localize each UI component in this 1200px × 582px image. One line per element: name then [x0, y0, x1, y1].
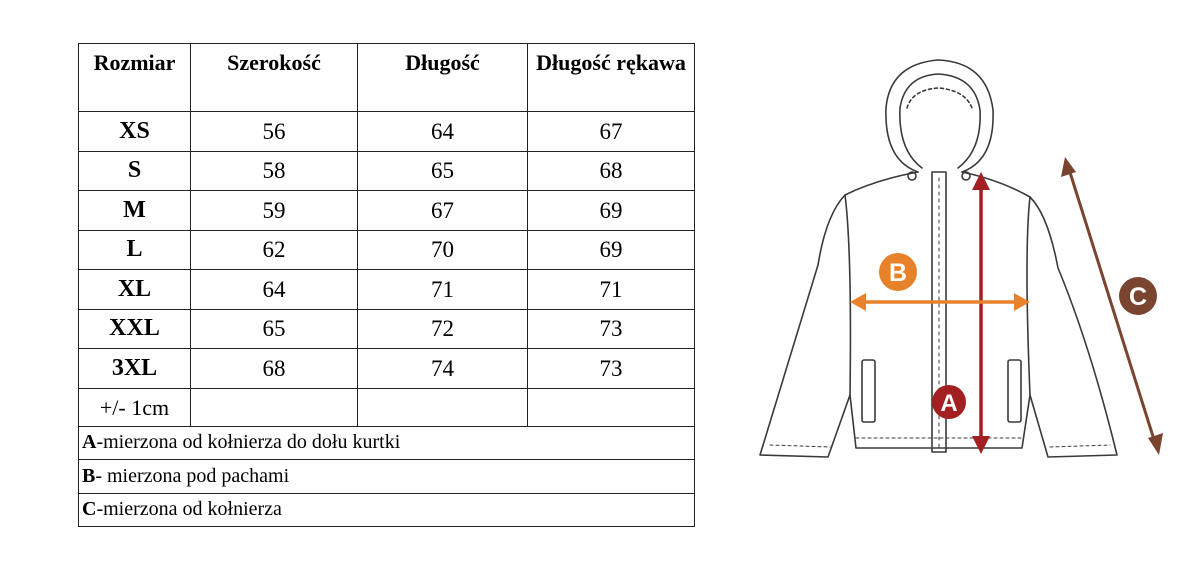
table-row	[79, 230, 695, 270]
table-row	[79, 309, 695, 349]
sleeve-cell: 69	[528, 191, 695, 231]
sleeve-cell: 73	[528, 349, 695, 389]
note-cell	[79, 493, 695, 527]
note-cell	[79, 460, 695, 494]
length-cell: 65	[358, 151, 528, 191]
size-cell: 3XL	[79, 349, 191, 389]
hood-outline	[886, 60, 993, 172]
sleeve-cell: 67	[528, 112, 695, 152]
table-header-row	[79, 44, 695, 112]
badge-a-label: A	[940, 390, 958, 417]
badge-b-label: B	[888, 259, 908, 287]
left-pocket	[862, 360, 875, 422]
table-row	[79, 112, 695, 152]
badge-c	[1119, 277, 1157, 315]
length-cell: 71	[358, 270, 528, 310]
width-cell: 64	[191, 270, 358, 310]
empty-cell	[358, 388, 528, 426]
badge-c-label: C	[1128, 283, 1148, 311]
sleeve-cell: 73	[528, 309, 695, 349]
table-row	[79, 151, 695, 191]
size-cell: L	[79, 230, 191, 270]
length-cell: 64	[358, 112, 528, 152]
size-cell: XS	[79, 112, 191, 152]
width-cell: 58	[191, 151, 358, 191]
length-cell: 74	[358, 349, 528, 389]
length-cell: 72	[358, 309, 528, 349]
note-row-b	[79, 460, 695, 494]
sleeve-cell: 71	[528, 270, 695, 310]
note-text: -mierzona od kołnierza	[96, 498, 282, 521]
length-cell: 67	[358, 191, 528, 231]
header-width: Szerokość	[191, 44, 358, 112]
size-cell: S	[79, 151, 191, 191]
empty-cell	[191, 388, 358, 426]
length-cell: 70	[358, 230, 528, 270]
note-row-c	[79, 493, 695, 527]
size-cell: XXL	[79, 309, 191, 349]
empty-cell	[528, 388, 695, 426]
size-cell: M	[79, 191, 191, 231]
table-row	[79, 349, 695, 389]
badge-b	[879, 253, 917, 291]
tolerance-row	[79, 388, 695, 426]
table-row	[79, 270, 695, 310]
tolerance-cell: +/- 1cm	[79, 388, 191, 426]
table-row	[79, 191, 695, 231]
header-length: Długość	[358, 44, 528, 112]
note-key: C	[82, 498, 97, 521]
size-chart-table	[78, 43, 695, 527]
right-pocket	[1008, 360, 1021, 422]
width-cell: 59	[191, 191, 358, 231]
width-cell: 68	[191, 349, 358, 389]
header-size: Rozmiar	[79, 44, 191, 112]
note-text: - mierzona pod pachami	[95, 464, 290, 487]
note-row-a	[79, 426, 695, 460]
note-key: A	[82, 431, 97, 454]
width-cell: 62	[191, 230, 358, 270]
note-key: B	[82, 464, 96, 487]
width-cell: 65	[191, 309, 358, 349]
sleeve-cell: 68	[528, 151, 695, 191]
note-cell	[79, 426, 695, 460]
header-sleeve-length: Długość rękawa	[528, 44, 695, 112]
sleeve-cell: 69	[528, 230, 695, 270]
badge-a	[932, 385, 966, 419]
note-text: -mierzona od kołnierza do dołu kurtki	[96, 431, 401, 454]
size-cell: XL	[79, 270, 191, 310]
jacket-illustration	[740, 40, 1180, 480]
width-cell: 56	[191, 112, 358, 152]
